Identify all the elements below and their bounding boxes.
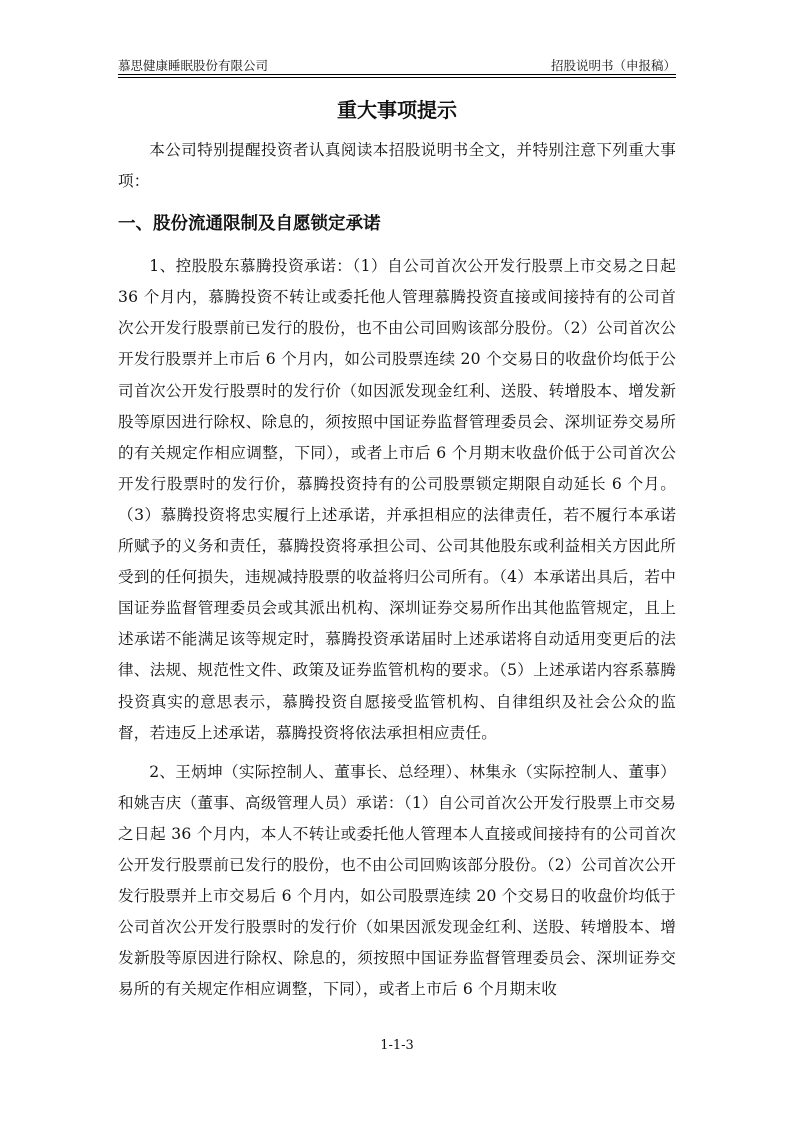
commitment-paragraph-2: 2、王炳坤（实际控制人、董事长、总经理）、林集永（实际控制人、董事）和姚吉庆（董事、高级管理人员）承诺：（1）自公司首次公开发行股票上市交易之日起 36 个月内，本人不转让或委托他人管理本人直接或间接持有的公司首次公开发行股票前已发行的股份，也不由公司回购该部分股份。（2）公司首次公开发行股票并上市交易后 6 个月内，如公司股票连续 20 个交易日的收盘价均低于公司首次公开发行股票时的发行价（如果因派发现金红利、送股、转增股本、增发新股等原因进行除权、除息的，须按照中国证券监督管理委员会、深圳证券交易所的有关规定作相应调整，下同），或者上市后 6 个月期末收 xyxy=(118,762,676,999)
header-document-type: 招股说明书（申报稿） xyxy=(550,58,676,73)
page-title: 重大事项提示 xyxy=(337,98,457,122)
intro-paragraph: 本公司特别提醒投资者认真阅读本招股说明书全文，并特别注意下列重大事项： xyxy=(118,141,676,191)
section-heading: 一、股份流通限制及自愿锁定承诺 xyxy=(118,214,381,235)
header-rule-thin xyxy=(118,77,676,78)
page-header xyxy=(118,54,676,74)
commitment-paragraph-1: 1、控股股东慕腾投资承诺：（1）自公司首次公开发行股票上市交易之日起 36 个月内，慕腾投资不转让或委托他人管理慕腾投资直接或间接持有的公司首次公开发行股票前已发行的股份，也不由公司回购该部分股份。（2）公司首次公开发行股票并上市后 6 个月内，如公司股票连续 20 个交易日的收盘价均低于公司首次公开发行股票时的发行价（如因派发现金红利、送股、转增股本、增发新股等原因进行除权、除息的，须按照中国证券监督管理委员会、深圳证券交易所的有关规定作相应调整，下同），或者上市后 6 个月期末收盘价低于公司首次公开发行股票时的发行价，慕腾投资持有的公司股票锁定期限自动延长 6 个月。（3）慕腾投资将忠实履行上述承诺，并承担相应的法律责任，若不履行本承诺所赋予的义务和责任，慕腾投资将承担公司、公司其他股东或利益相关方因此所受到的任何损失，违规减持股票的收益将归公司所有。（4）本承诺出具后，若中国证券监督管理委员会或其派出机构、深圳证券交易所作出其他监管规定，且上述承诺不能满足该等规定时，慕腾投资承诺届时上述承诺将自动适用变更后的法律、法规、规范性文件、政策及证券监管机构的要求。（5）上述承诺内容系慕腾投资真实的意思表示，慕腾投资自愿接受监管机构、自律组织及社会公众的监督，若违反上述承诺，慕腾投资将依法承担相应责任。 xyxy=(118,257,676,742)
paragraph-spacer xyxy=(118,749,676,757)
page-number: 1-1-3 xyxy=(380,1038,414,1053)
page-content xyxy=(118,95,676,1005)
header-company-name: 慕思健康睡眠股份有限公司 xyxy=(118,58,269,73)
header-rule-thick xyxy=(118,74,676,75)
